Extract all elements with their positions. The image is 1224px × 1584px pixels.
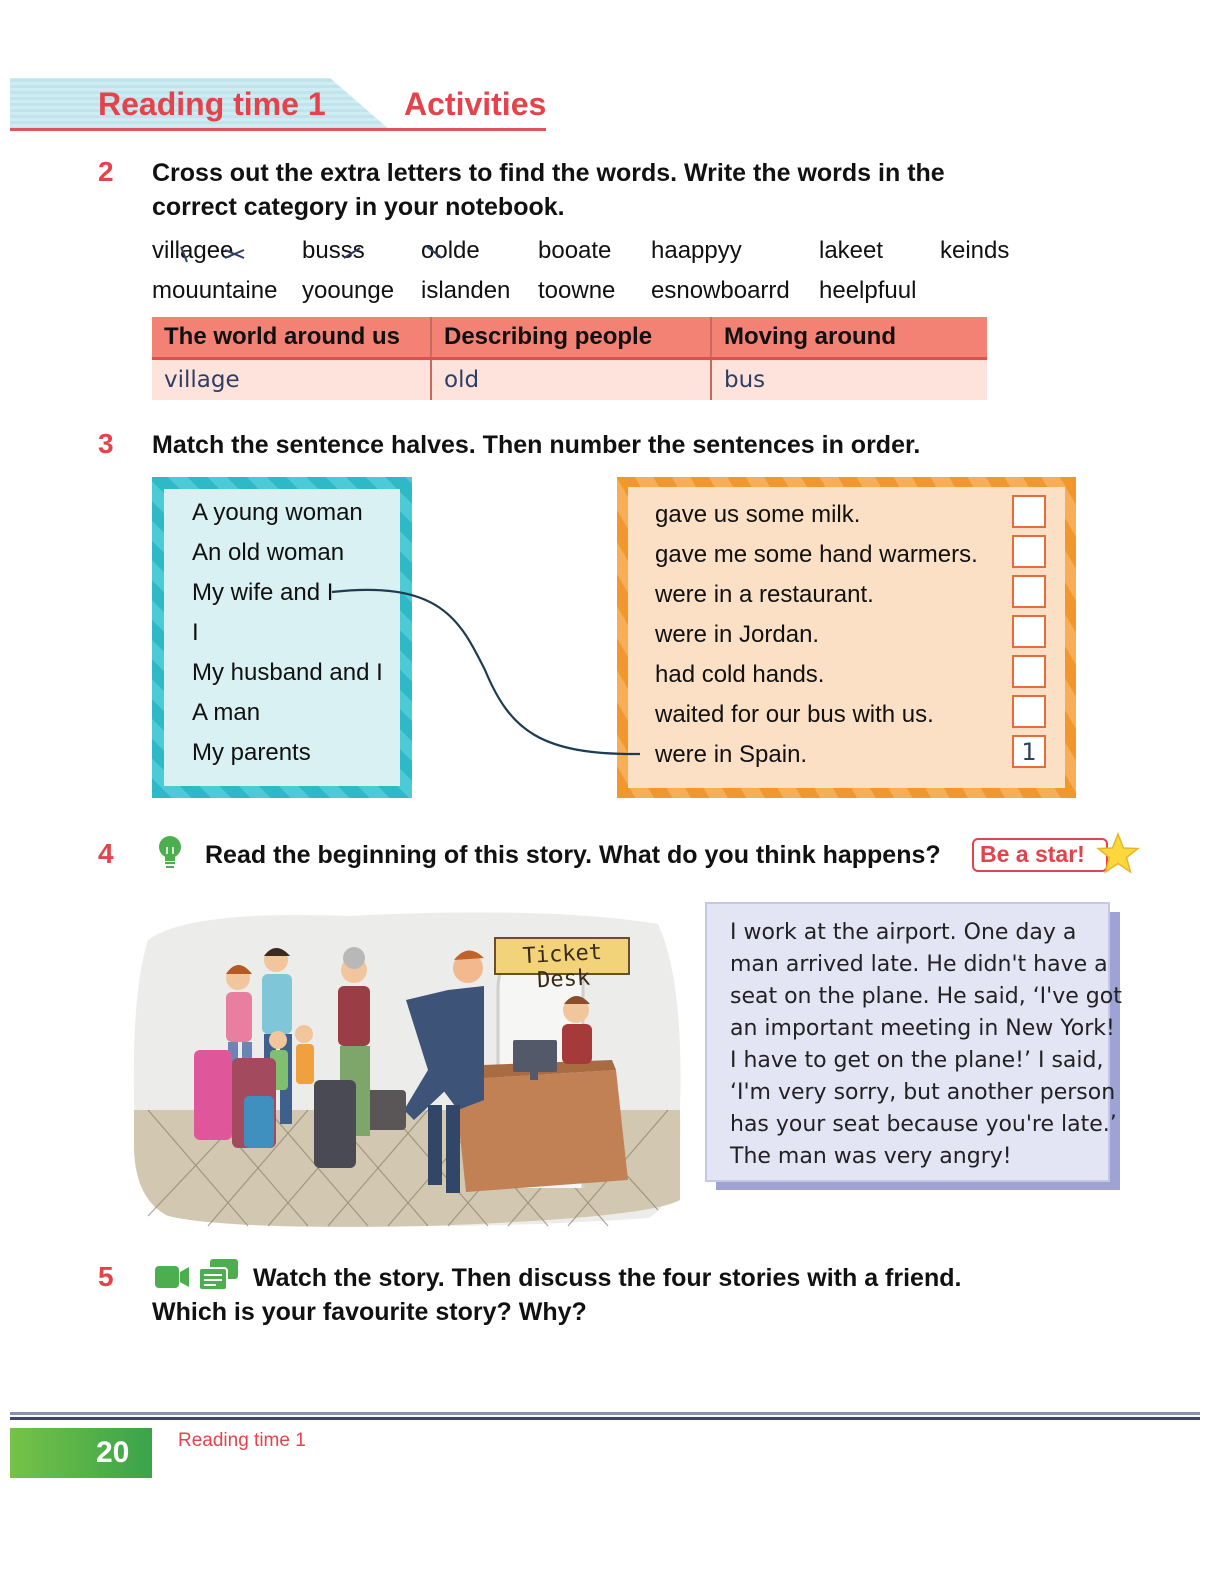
- page-number: 20: [96, 1436, 130, 1469]
- word-item: esnowboarrd: [651, 277, 790, 304]
- sentence-start[interactable]: I: [192, 619, 199, 646]
- ticket-desk-sign: Ticket Desk: [521, 939, 603, 994]
- footer-divider: [10, 1412, 1200, 1415]
- exercise-4-number: 4: [98, 838, 114, 869]
- discussion-icon: [198, 1258, 240, 1294]
- story-line: seat on the plane. He said, ‘I've got: [730, 984, 1122, 1009]
- page-number-tab: [10, 1428, 152, 1478]
- exercise-4-instruction: Read the beginning of this story. What do you think happens?: [205, 841, 941, 869]
- sentence-end-box: [617, 477, 1076, 798]
- footer-label: Reading time 1: [178, 1430, 306, 1451]
- story-line: an important meeting in New York!: [730, 1016, 1115, 1041]
- word-item: oolde: [421, 237, 480, 264]
- sentence-end[interactable]: waited for our bus with us.: [655, 701, 934, 728]
- exercise-5-instruction-1: Watch the story. Then discuss the four stories with a friend.: [253, 1264, 962, 1292]
- sentence-start[interactable]: My husband and I: [192, 659, 383, 686]
- video-icon: [154, 1264, 190, 1290]
- exercise-5-number: 5: [98, 1261, 114, 1292]
- story-line: I have to get on the plane!’ I said,: [730, 1048, 1104, 1073]
- sentence-start[interactable]: My parents: [192, 739, 311, 766]
- sentence-start[interactable]: An old woman: [192, 539, 345, 566]
- sentence-start[interactable]: A man: [192, 699, 261, 726]
- sentence-end[interactable]: were in Spain.: [655, 741, 808, 768]
- cross-out-marks: [150, 236, 450, 270]
- word-item: mouuntaine: [152, 277, 278, 304]
- exercise-2-instruction-2: correct category in your notebook.: [152, 193, 565, 221]
- exercise-5-instruction-2: Which is your favourite story? Why?: [152, 1298, 587, 1326]
- exercise-2-instruction-1: Cross out the extra letters to find the words. Write the words in the: [152, 159, 945, 187]
- order-number-box[interactable]: [1012, 695, 1046, 728]
- sentence-end[interactable]: were in a restaurant.: [655, 581, 874, 608]
- section-title: Activities: [404, 86, 547, 122]
- table-cell: bus: [711, 359, 987, 401]
- sentence-start[interactable]: My wife and I: [192, 579, 334, 606]
- word-item: heelpfuul: [819, 277, 917, 304]
- order-number-box[interactable]: [1012, 575, 1046, 608]
- story-line: I work at the airport. One day a: [730, 920, 1077, 945]
- sentence-end[interactable]: had cold hands.: [655, 661, 825, 688]
- header-underline: [10, 128, 546, 131]
- word-item: booate: [538, 237, 612, 264]
- sentence-end[interactable]: gave me some hand warmers.: [655, 541, 978, 568]
- column-header: Describing people: [431, 317, 711, 359]
- order-number-box[interactable]: [1012, 655, 1046, 688]
- exercise-2-number: 2: [98, 156, 114, 187]
- story-line: man arrived late. He didn't have a: [730, 952, 1108, 977]
- word-item: busss: [302, 237, 365, 264]
- exercise-3-instruction: Match the sentence halves. Then number the sentences in order.: [152, 431, 921, 459]
- sentence-start[interactable]: A young woman: [192, 499, 363, 526]
- match-line: [320, 580, 650, 770]
- story-line: has your seat because you're late.’: [730, 1112, 1117, 1137]
- sentence-end[interactable]: were in Jordan.: [655, 621, 820, 648]
- lightbulb-icon: [156, 834, 184, 872]
- word-item: villagee: [152, 237, 234, 264]
- be-a-star-label: Be a star!: [980, 841, 1085, 867]
- word-item: haappyy: [651, 237, 742, 264]
- category-table: [152, 317, 987, 400]
- word-item: toowne: [538, 277, 616, 304]
- story-line: ‘I'm very sorry, but another person: [730, 1080, 1116, 1105]
- order-number-box[interactable]: [1012, 495, 1046, 528]
- order-number-box[interactable]: [1012, 535, 1046, 568]
- column-header: Moving around: [711, 317, 987, 359]
- order-number-box[interactable]: [1012, 615, 1046, 648]
- table-cell: village: [152, 359, 431, 401]
- order-number-box[interactable]: 1: [1012, 735, 1046, 768]
- page-title: Reading time 1: [98, 86, 326, 122]
- word-item: keinds: [940, 237, 1010, 264]
- story-line: The man was very angry!: [730, 1144, 1012, 1169]
- word-item: yoounge: [302, 277, 395, 304]
- star-icon: [1096, 832, 1140, 876]
- footer-divider: [10, 1417, 1200, 1420]
- table-cell: old: [431, 359, 711, 401]
- sentence-end[interactable]: gave us some milk.: [655, 501, 861, 528]
- word-item: lakeet: [819, 237, 884, 264]
- exercise-3-number: 3: [98, 428, 114, 459]
- column-header: The world around us: [152, 317, 431, 359]
- word-item: islanden: [421, 277, 511, 304]
